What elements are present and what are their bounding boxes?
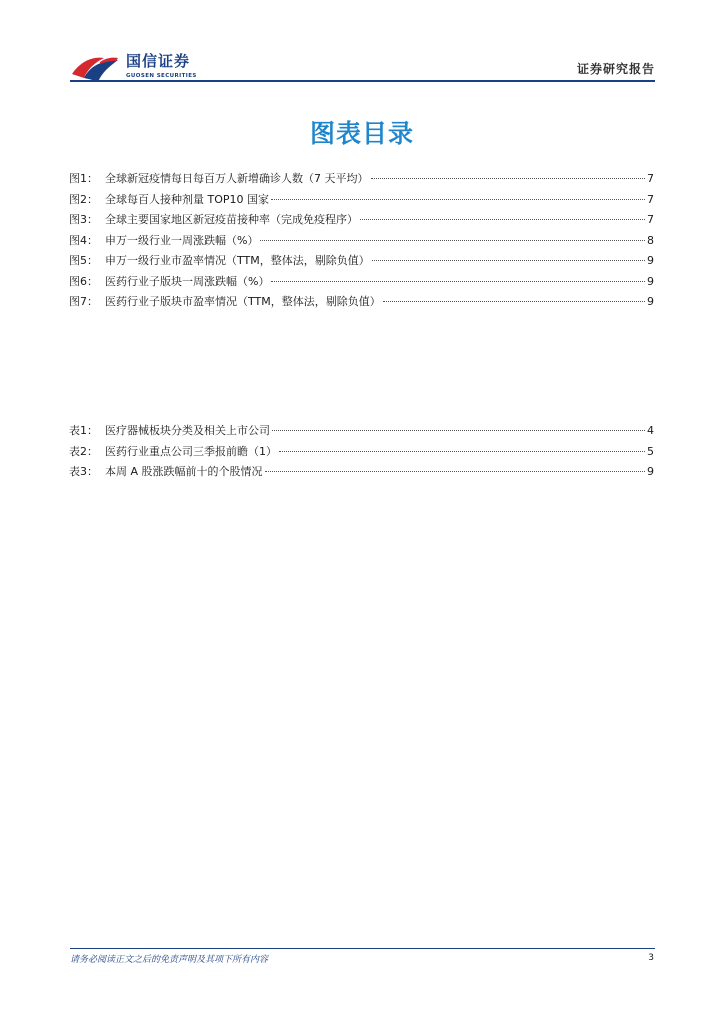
toc-entry-page: 5 (647, 444, 654, 458)
figure-toc-entry[interactable] (69, 294, 654, 315)
toc-entry-title: 全球主要国家地区新冠疫苗接种率（完成免疫程序） (105, 213, 358, 226)
toc-leader-dots (360, 219, 645, 220)
toc-entry-title: 医药行业重点公司三季报前瞻（1） (105, 444, 277, 458)
toc-entry-page: 7 (647, 213, 654, 226)
toc-entry-title: 申万一级行业市盈率情况（TTM，整体法，剔除负值） (105, 254, 370, 267)
toc-entry-title: 全球每百人接种剂量 TOP10 国家 (105, 192, 270, 206)
footer-disclaimer: 请务必阅读正文之后的免责声明及其项下所有内容 (70, 955, 269, 965)
table-list (69, 423, 654, 485)
toc-entry-number: 图2： (69, 192, 98, 206)
toc-entry-number: 图1： (69, 172, 98, 185)
logo-english-name: GUOSEN SECURITIES (126, 73, 197, 79)
figure-toc-entry[interactable] (69, 233, 654, 254)
footer-divider (70, 948, 655, 949)
toc-leader-dots (260, 240, 645, 241)
logo-wordmark (126, 53, 197, 80)
toc-leader-dots (265, 471, 645, 472)
toc-entry-title: 医药行业子版块市盈率情况（TTM，整体法，剔除负值） (105, 295, 381, 308)
toc-entry-title: 全球新冠疫情每日每百万人新增确诊人数（7 天平均） (105, 172, 369, 185)
figure-toc-entry[interactable] (69, 171, 654, 192)
figure-toc-entry[interactable] (69, 192, 654, 213)
toc-entry-number: 表1： (69, 424, 98, 437)
toc-entry-page: 9 (647, 274, 654, 288)
toc-entry-number: 图7： (69, 295, 98, 308)
header-divider (70, 80, 655, 82)
toc-entry-page: 9 (647, 254, 654, 267)
toc-entry-title: 本周 A 股涨跌幅前十的个股情况 (105, 465, 263, 478)
table-toc-entry[interactable] (69, 444, 654, 465)
figure-toc-entry[interactable] (69, 253, 654, 274)
toc-entry-page: 8 (647, 233, 654, 247)
toc-leader-dots (271, 199, 645, 200)
toc-leader-dots (279, 451, 645, 452)
toc-leader-dots (272, 430, 645, 431)
toc-entry-number: 图6： (69, 274, 98, 288)
page-header (0, 0, 724, 90)
toc-entry-page: 4 (647, 424, 654, 437)
toc-leader-dots (271, 281, 645, 282)
table-toc-entry[interactable] (69, 464, 654, 485)
toc-entry-number: 表2： (69, 444, 98, 458)
toc-entry-page: 9 (647, 465, 654, 478)
toc-entry-number: 图5： (69, 254, 98, 267)
toc-leader-dots (371, 178, 646, 179)
toc-entry-title: 医疗器械板块分类及相关上市公司 (105, 424, 270, 437)
toc-entry-title: 申万一级行业一周涨跌幅（%） (105, 233, 259, 247)
toc-entry-page: 9 (647, 295, 654, 308)
logo-chinese-name: 国信证券 (126, 52, 191, 70)
toc-leader-dots (372, 260, 645, 261)
figure-toc-entry[interactable] (69, 274, 654, 295)
figure-list (69, 171, 654, 315)
toc-entry-title: 医药行业子版块一周涨跌幅（%） (105, 274, 270, 288)
report-type-label: 证券研究报告 (576, 62, 655, 76)
toc-entry-page: 7 (647, 172, 654, 185)
toc-entry-number: 表3： (69, 465, 98, 478)
figure-toc-entry[interactable] (69, 212, 654, 233)
toc-entry-number: 图3： (69, 213, 98, 226)
page-number: 3 (648, 953, 654, 963)
page-title: 图表目录 (309, 119, 414, 148)
toc-entry-page: 7 (647, 192, 654, 206)
toc-entry-number: 图4： (69, 233, 98, 247)
table-toc-entry[interactable] (69, 423, 654, 444)
toc-leader-dots (383, 301, 645, 302)
